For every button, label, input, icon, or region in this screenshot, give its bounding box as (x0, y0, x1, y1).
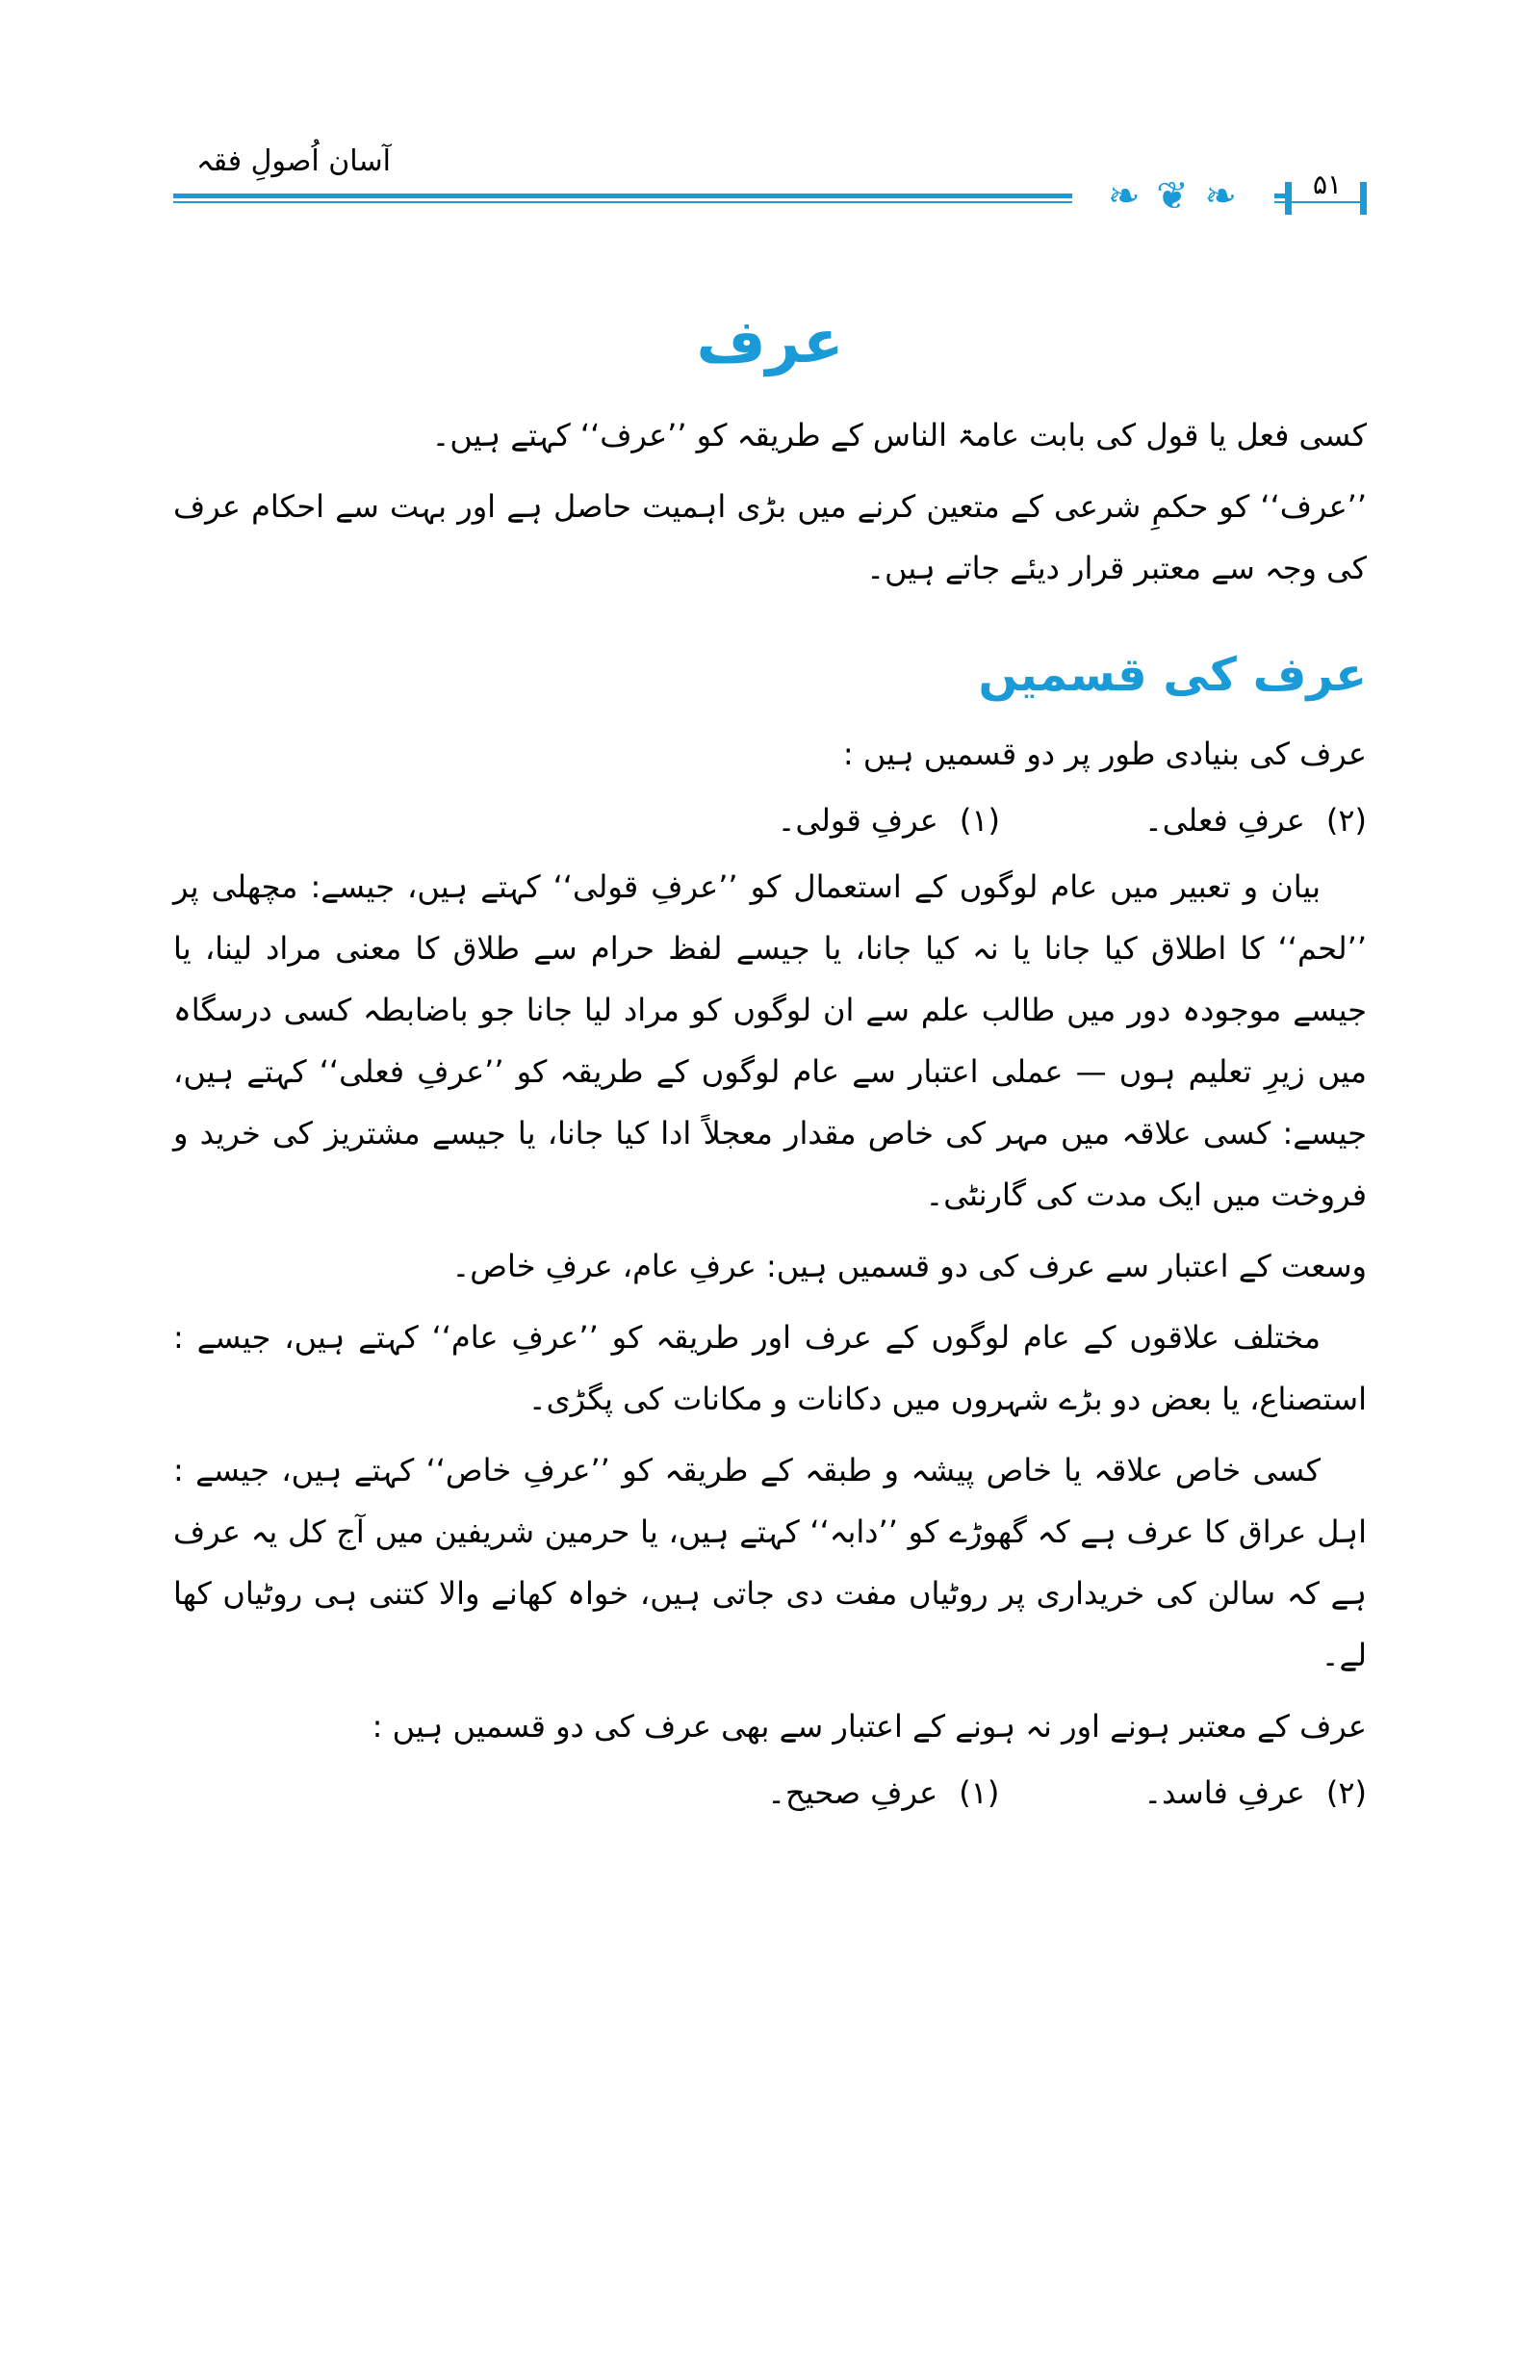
paragraph-urf-khaas: کسی خاص علاقہ یا خاص پیشہ و طبقہ کے طریقہ کو ’’عرفِ خاص‘‘ کہتے ہیں، جیسے : اہل عراق کا عرف ہے کہ گھوڑے کو ’’دابہ‘‘ کہتے ہیں، یا حرمین شریفین میں آج کل یہ عرف ہے کہ سالن کی خریداری پر روٹیاں مفت دی جاتی ہیں، خواہ کھانے والا کتنی ہی روٹیاں کھا لے۔ (173, 1451, 1367, 1673)
list-item-number: (۲) (1325, 1773, 1367, 1811)
page-content (173, 144, 1367, 1828)
page-number: ۵۱ (1288, 168, 1367, 200)
paragraph-urf-aam: مختلف علاقوں کے عام لوگوں کے عرف اور طریقہ کو ’’عرفِ عام‘‘ کہتے ہیں، جیسے : استصناع، یا بعض دو بڑے شہروں میں دکانات و مکانات کی پگڑی۔ (173, 1318, 1367, 1417)
list-item (1144, 802, 1367, 839)
list-item-number: (۱) (959, 1773, 1000, 1811)
list-item-number: (۲) (1325, 801, 1367, 839)
paragraph-itibaar: عرف کے معتبر ہونے اور نہ ہونے کے اعتبار سے بھی عرف کی دو قسمیں ہیں : (372, 1707, 1367, 1745)
list-item-label: عرفِ فاسد۔ (1143, 1773, 1305, 1811)
paragraph-urf-qawli: بیان و تعبیر میں عام لوگوں کے استعمال کو ’’عرفِ قولی‘‘ کہتے ہیں، جیسے: مچھلی پر ’’لحم‘‘ کا اطلاق کیا جانا یا نہ کیا جانا، یا جیسے لفظ حرام سے طلاق کا معنی مراد لینا، یا جیسے موجودہ دور میں طالب علم سے ان لوگوں کو مراد لیا جانا جو باضابطہ کسی درسگاہ میں زیرِ تعلیم ہوں — عملی اعتبار سے عام لوگوں کے طریقہ کو ’’عرفِ فعلی‘‘ کہتے ہیں، جیسے: کسی علاقہ میں مہر کی خاص مقدار معجلاً ادا کیا جانا، یا جیسے مشتریز کی خرید و فروخت میں ایک مدت کی گارنٹی۔ (173, 867, 1367, 1213)
paragraph-wusat: وسعت کے اعتبار سے عرف کی دو قسمیں ہیں: عرفِ عام، عرفِ خاص۔ (451, 1247, 1367, 1284)
list-item (767, 1774, 999, 1811)
list-item-label: عرفِ قولی۔ (777, 801, 938, 839)
page-header (173, 144, 1367, 250)
list-item (778, 802, 1000, 839)
list-item-label: عرفِ صحیح۔ (767, 1773, 938, 1811)
paragraph-intro-2: ’’عرف‘‘ کو حکمِ شرعی کے متعین کرنے میں بڑی اہمیت حاصل ہے اور بہت سے احکام عرف کی وجہ سے معتبر قرار دیئے جاتے ہیں۔ (173, 488, 1367, 587)
kinds-list (173, 802, 1367, 839)
page-number-bar-right (1360, 182, 1367, 215)
kinds-list-2 (173, 1774, 1367, 1811)
list-item (1143, 1774, 1367, 1811)
page-title: عرف (696, 306, 844, 376)
paragraph-kinds-intro: عرف کی بنیادی طور پر دو قسمیں ہیں : (842, 735, 1367, 772)
page-number-bar-left (1285, 182, 1292, 215)
ornament-decoration: ❧ ❦ ❧ (1072, 172, 1274, 222)
book-title: آسان اُصولِ فقہ (196, 144, 391, 178)
header-rule (173, 168, 1367, 220)
section-heading-kinds: عرف کی قسمیں (978, 648, 1367, 703)
list-item-label: عرفِ فعلی۔ (1144, 801, 1305, 839)
paragraph-intro-1: کسی فعل یا قول کی بابت عامۃ الناس کے طریقہ کو ’’عرف‘‘ کہتے ہیں۔ (431, 417, 1367, 454)
list-item-number: (۱) (959, 801, 1000, 839)
